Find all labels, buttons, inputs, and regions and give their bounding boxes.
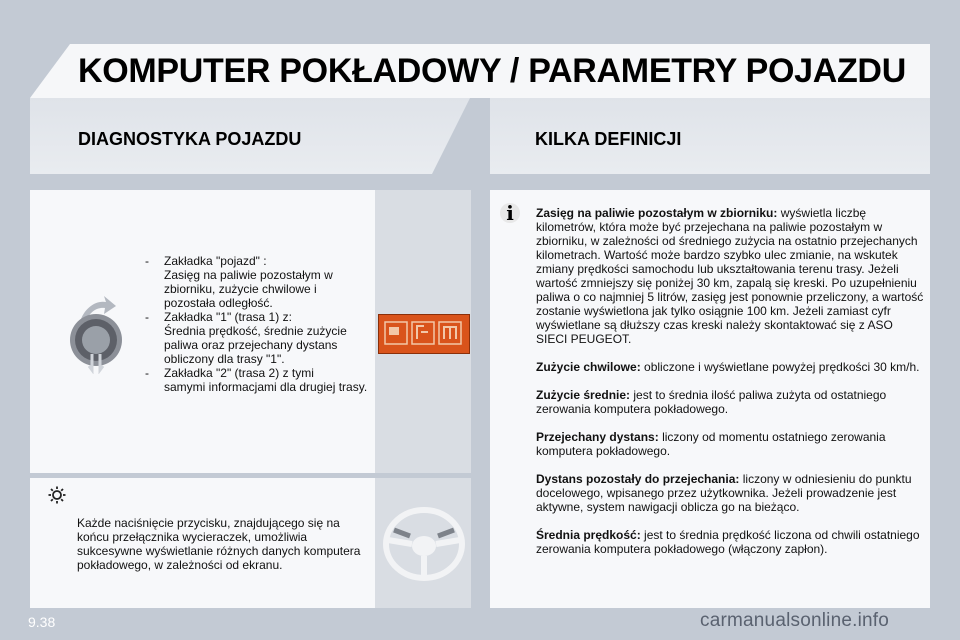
definition-term: Dystans pozostały do przejechania:	[536, 472, 740, 486]
definition-item	[536, 360, 924, 374]
info-icon: i	[500, 203, 520, 223]
section-divider	[432, 98, 470, 174]
definition-term: Przejechany dystans:	[536, 430, 659, 444]
list-item-body: Średnia prędkość, średnie zużycie paliwa oraz przejechany dystans obliczony dla trasy "1".	[164, 324, 347, 366]
definition-term: Średnia prędkość:	[536, 528, 641, 542]
gear-icon	[48, 486, 66, 504]
definition-item	[536, 388, 924, 416]
definition-item	[536, 528, 924, 556]
definition-term: Zasięg na paliwie pozostałym w zbiorniku:	[536, 206, 778, 220]
wiper-stalk-button-icon	[62, 288, 132, 374]
list-item-head: Zakładka "1" (trasa 1) z:	[164, 310, 292, 324]
left-section-title: DIAGNOSTYKA POJAZDU	[78, 129, 302, 149]
dashboard-display-icon	[378, 314, 470, 354]
definition-term: Zużycie chwilowe:	[536, 360, 641, 374]
page-number: 9.38	[28, 614, 56, 630]
definition-item	[536, 206, 924, 346]
definition-text: obliczone i wyświetlane powyżej prędkości 30 km/h.	[644, 360, 920, 374]
definition-item	[536, 472, 924, 514]
section-divider-gap	[470, 98, 490, 174]
header-fold	[30, 44, 70, 98]
right-section-title: KILKA DEFINICJI	[535, 129, 682, 149]
page-title: KOMPUTER POKŁADOWY / PARAMETRY POJAZDU	[78, 52, 906, 90]
definitions-text	[536, 206, 924, 570]
list-item-body: samymi informacjami dla drugiej trasy.	[164, 380, 368, 394]
tip-text: Każde naciśnięcie przycisku, znajdującego się na końcu przełącznika wycieraczek, umożliwia sukcesywne wyświetlanie różnych danych komputera pokładowego, w zależności od ekranu.	[77, 516, 361, 572]
watermark: carmanualsonline.info	[700, 610, 890, 631]
definition-text: jest to średnia ilość paliwa zużyta od ostatniego zerowania komputera pokładowego.	[536, 388, 887, 416]
list-item-head: Zakładka "pojazd" :	[164, 254, 267, 268]
list-item-body: Zasięg na paliwie pozostałym w zbiorniku, zużycie chwilowe i pozostała odległość.	[164, 268, 333, 310]
definition-text: liczony w odniesieniu do punktu docelowego, wpisanego przez użytkownika. Jeżeli prowadzenie jest aktywne, system nawigacji oblicza go na bieżąco.	[536, 472, 912, 514]
definition-text: jest to średnia prędkość liczona od chwili ostatniego zerowania komputera pokładowego (włączony zapłon).	[536, 528, 920, 556]
steering-wheel-icon	[380, 500, 468, 584]
definition-item	[536, 430, 924, 458]
list-item	[140, 366, 368, 394]
tab-list	[140, 254, 368, 394]
definition-text: wyświetla liczbę kilometrów, która może być przejechana na paliwie pozostałym w zbiorniku, w zależności od średniego zużycia na ostatnio przejechanych kilometrach. Wartość może bardzo szybko ulec zmianie, na wskutek zmiany prędkości samochodu lub ukształtowania terenu trasy. Jeżeli wartość zmniejszy się poniżej 30 km, zapalą się kreski. Po uzupełnieniu paliwa o co najmniej 5 litrów, zasięg jest ponownie przeliczony, a wartość zostanie wyświetlona jak tylko osiągnie 100 km. Jeżeli zamiast cyfr wyświetlane są dłuższy czas kreski należy skontaktować się z ASO SIECI PEUGEOT.	[536, 206, 924, 346]
list-item	[140, 310, 368, 366]
list-item-head: Zakładka "2" (trasa 2) z tymi	[164, 366, 314, 380]
definition-text: liczony od momentu ostatniego zerowania komputera pokładowego.	[536, 430, 886, 458]
definition-term: Zużycie średnie:	[536, 388, 631, 402]
list-item	[140, 254, 368, 310]
